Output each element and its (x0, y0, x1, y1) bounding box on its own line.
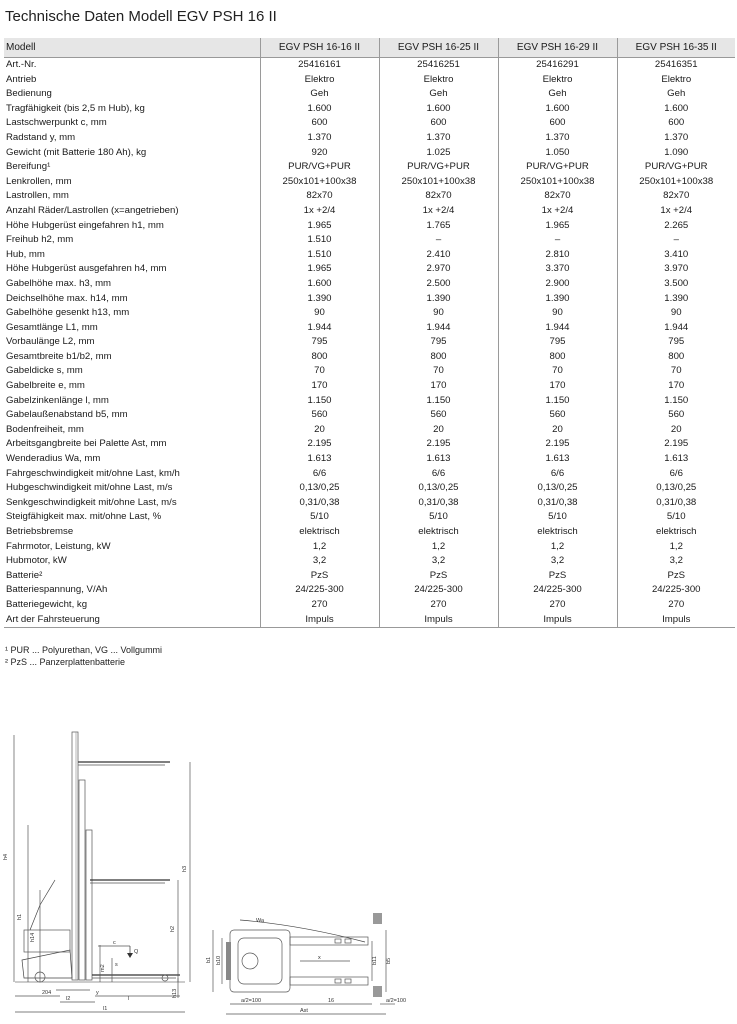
table-cell: 600 (617, 116, 735, 131)
row-label: Senkgeschwindigkeit mit/ohne Last, m/s (6, 496, 177, 508)
table-cell: 1.613 (260, 452, 379, 467)
dim-label-l2: l2 (66, 996, 71, 1002)
row-label: Art.-Nr. (6, 59, 37, 70)
column-header: EGV PSH 16-35 II (617, 38, 735, 58)
table-row (4, 496, 735, 511)
row-label: Lastschwerpunkt c, mm (6, 117, 107, 129)
table-cell: 70 (617, 364, 735, 379)
row-label: Freihub h2, mm (6, 234, 74, 246)
row-label: Batteriegewicht, kg (6, 598, 88, 610)
table-cell: 0,13/0,25 (498, 481, 617, 496)
table-cell: 270 (260, 598, 379, 613)
row-label: Gabelhöhe max. h3, mm (6, 277, 112, 289)
table-row (4, 364, 735, 379)
table-row (4, 554, 735, 569)
table-cell: PUR/VG+PUR (617, 160, 735, 175)
row-label: Steigfähigkeit max. mit/ohne Last, % (6, 511, 162, 523)
table-cell: Impuls (379, 613, 498, 628)
table-cell: 25416291 (498, 58, 617, 73)
table-cell: 0,13/0,25 (379, 481, 498, 496)
dim-label-h3: h3 (182, 865, 188, 872)
table-cell: 1.370 (617, 131, 735, 146)
table-cell: 1x +2/4 (260, 204, 379, 219)
table-cell: elektrisch (617, 525, 735, 540)
table-cell: 20 (379, 423, 498, 438)
dim-label-b11: b11 (372, 956, 378, 965)
dim-label-h4: h4 (3, 853, 9, 860)
table-cell: 2.970 (379, 262, 498, 277)
table-cell: 24/225-300 (260, 583, 379, 598)
row-label: Gabelaußenabstand b5, mm (6, 409, 128, 421)
table-cell: 3,2 (260, 554, 379, 569)
table-cell: 3.500 (617, 277, 735, 292)
table-cell: 3,2 (379, 554, 498, 569)
table-cell: Elektro (498, 73, 617, 88)
row-label: Bodenfreiheit, mm (6, 423, 84, 435)
table-cell: 6/6 (498, 467, 617, 482)
dim-label-m2: m2 (100, 964, 106, 972)
table-cell: 5/10 (379, 510, 498, 525)
table-cell: 20 (617, 423, 735, 438)
table-cell: Impuls (498, 613, 617, 628)
table-cell: 6/6 (379, 467, 498, 482)
table-cell: 0,31/0,38 (498, 496, 617, 511)
row-label: Antrieb (6, 73, 37, 85)
row-label: Höhe Hubgerüst eingefahren h1, mm (6, 219, 164, 231)
table-cell: – (617, 233, 735, 248)
table-cell: 2.195 (379, 437, 498, 452)
table-cell: 70 (260, 364, 379, 379)
table-row (4, 131, 735, 146)
table-cell: 82x70 (260, 189, 379, 204)
row-label: Tragfähigkeit (bis 2,5 m Hub), kg (6, 102, 145, 114)
table-cell: 170 (379, 379, 498, 394)
table-cell: PzS (260, 569, 379, 584)
table-cell: elektrisch (260, 525, 379, 540)
table-cell: 5/10 (617, 510, 735, 525)
table-cell: 795 (379, 335, 498, 350)
table-cell: 2.500 (379, 277, 498, 292)
table-row (4, 613, 735, 628)
table-cell: 0,13/0,25 (617, 481, 735, 496)
table-cell: 1.390 (260, 292, 379, 307)
table-cell: 800 (617, 350, 735, 365)
table-cell: 24/225-300 (379, 583, 498, 598)
table-row (4, 321, 735, 336)
dim-label-a2-left: a/2=100 (241, 998, 262, 1004)
table-row (4, 379, 735, 394)
row-label: Batteriespannung, V/Ah (6, 584, 108, 596)
row-label: Fahrgeschwindigkeit mit/ohne Last, km/h (6, 467, 180, 479)
page-title: Technische Daten Modell EGV PSH 16 II (5, 8, 277, 25)
dim-label-y: y (96, 990, 99, 996)
table-cell: 250x101+100x38 (498, 175, 617, 190)
table-cell: 170 (498, 379, 617, 394)
table-cell: 20 (260, 423, 379, 438)
table-row (4, 437, 735, 452)
column-header: Modell (4, 38, 260, 58)
row-label: Gabelzinkenlänge l, mm (6, 394, 109, 406)
table-cell: 1.965 (260, 262, 379, 277)
spec-table (4, 38, 735, 628)
table-cell: PzS (379, 569, 498, 584)
table-cell: 2.900 (498, 277, 617, 292)
row-label: Deichselhöhe max. h14, mm (6, 292, 128, 304)
table-row (4, 350, 735, 365)
table-cell: 560 (260, 408, 379, 423)
table-cell: 1.390 (617, 292, 735, 307)
row-label: Hubgeschwindigkeit mit/ohne Last, m/s (6, 482, 173, 494)
table-header-row (4, 38, 735, 58)
table-row (4, 423, 735, 438)
table-cell: 25416251 (379, 58, 498, 73)
row-label: Wenderadius Wa, mm (6, 453, 101, 465)
table-cell: PzS (498, 569, 617, 584)
table-row (4, 87, 735, 102)
table-cell: Impuls (260, 613, 379, 628)
table-cell: 2.195 (498, 437, 617, 452)
table-cell: 2.195 (617, 437, 735, 452)
table-cell: elektrisch (379, 525, 498, 540)
dim-label-l: l (128, 996, 130, 1002)
column-header: EGV PSH 16-25 II (379, 38, 498, 58)
dim-label-b10: b10 (216, 955, 222, 965)
table-cell: 600 (498, 116, 617, 131)
table-cell: elektrisch (498, 525, 617, 540)
table-row (4, 102, 735, 117)
table-cell: 250x101+100x38 (379, 175, 498, 190)
dim-label-h13: h13 (172, 988, 178, 998)
table-cell: 1.600 (379, 102, 498, 117)
table-row (4, 306, 735, 321)
dim-label-h1: h1 (17, 913, 23, 920)
row-label: Bedienung (6, 88, 52, 100)
table-cell: 250x101+100x38 (617, 175, 735, 190)
table-cell: 170 (260, 379, 379, 394)
table-row (4, 540, 735, 555)
table-row (4, 204, 735, 219)
table-cell: 1.965 (498, 219, 617, 234)
dim-label-wa: Wa (256, 918, 265, 924)
footnote: ² PzS ... Panzerplattenbatterie (5, 657, 126, 667)
table-row (4, 116, 735, 131)
table-cell: 1.150 (498, 394, 617, 409)
table-row (4, 394, 735, 409)
row-label: Lenkrollen, mm (6, 175, 72, 187)
table-cell: 270 (379, 598, 498, 613)
row-label: Gewicht (mit Batterie 180 Ah), kg (6, 146, 147, 158)
table-cell: 1x +2/4 (617, 204, 735, 219)
table-cell: 3.370 (498, 262, 617, 277)
table-cell: 1,2 (617, 540, 735, 555)
table-cell: 1.613 (498, 452, 617, 467)
row-label: Gabelbreite e, mm (6, 380, 85, 392)
table-cell: 5/10 (498, 510, 617, 525)
row-label: Art der Fahrsteuerung (4, 613, 260, 628)
table-cell: 1.150 (617, 394, 735, 409)
table-cell: Elektro (260, 73, 379, 88)
table-row (4, 160, 735, 175)
row-label: Batterie² (6, 569, 43, 581)
table-row (4, 510, 735, 525)
table-cell: 82x70 (498, 189, 617, 204)
table-row (4, 58, 735, 73)
table-cell: 1.370 (379, 131, 498, 146)
table-cell: 1.600 (260, 277, 379, 292)
table-row (4, 175, 735, 190)
table-row (4, 292, 735, 307)
row-label: Bereifung¹ (6, 161, 51, 173)
table-row (4, 146, 735, 161)
table-cell: 20 (498, 423, 617, 438)
table-row (4, 219, 735, 234)
dim-label-c: c (113, 940, 116, 946)
table-cell: 795 (498, 335, 617, 350)
table-cell: 1,2 (379, 540, 498, 555)
table-cell: 1.510 (260, 233, 379, 248)
table-cell: Geh (379, 87, 498, 102)
dim-label-l1: l1 (103, 1006, 108, 1012)
table-row (4, 335, 735, 350)
table-cell: 1.600 (260, 102, 379, 117)
table-cell: 1.944 (260, 321, 379, 336)
table-cell: 70 (498, 364, 617, 379)
table-cell: 2.810 (498, 248, 617, 263)
table-cell: 1.965 (260, 219, 379, 234)
table-cell: 800 (260, 350, 379, 365)
table-cell: 70 (379, 364, 498, 379)
table-cell: 82x70 (617, 189, 735, 204)
table-cell: 6/6 (617, 467, 735, 482)
dim-label-16: 16 (328, 998, 335, 1004)
table-cell: 90 (498, 306, 617, 321)
table-cell: 1.150 (379, 394, 498, 409)
table-cell: 3.410 (617, 248, 735, 263)
table-cell: 600 (260, 116, 379, 131)
table-cell: 270 (498, 598, 617, 613)
technical-drawings (0, 720, 737, 1024)
table-cell: 90 (260, 306, 379, 321)
dim-label-204: 204 (42, 990, 52, 996)
table-row (4, 569, 735, 584)
dim-label-s: s (115, 962, 118, 968)
row-label: Fahrmotor, Leistung, kW (6, 540, 111, 552)
table-row (4, 262, 735, 277)
row-label: Gabeldicke s, mm (6, 365, 83, 377)
table-cell: PzS (617, 569, 735, 584)
table-cell: 250x101+100x38 (260, 175, 379, 190)
table-row (4, 452, 735, 467)
table-cell: 1,2 (260, 540, 379, 555)
dim-label-x: x (318, 955, 321, 961)
table-cell: 1.600 (498, 102, 617, 117)
table-cell: 560 (498, 408, 617, 423)
table-cell: 1.370 (260, 131, 379, 146)
table-cell: 25416161 (260, 58, 379, 73)
table-cell: 800 (379, 350, 498, 365)
row-label: Anzahl Räder/Lastrollen (x=angetrieben) (6, 204, 179, 216)
footnote: ¹ PUR ... Polyurethan, VG ... Vollgummi (5, 645, 163, 655)
table-cell: 170 (617, 379, 735, 394)
table-cell: Geh (498, 87, 617, 102)
table-row (4, 467, 735, 482)
table-cell: 0,13/0,25 (260, 481, 379, 496)
table-row (4, 481, 735, 496)
table-row (4, 583, 735, 598)
table-cell: 3.970 (617, 262, 735, 277)
table-cell: 24/225-300 (617, 583, 735, 598)
row-label: Gesamtbreite b1/b2, mm (6, 350, 112, 362)
row-label: Höhe Hubgerüst ausgefahren h4, mm (6, 263, 167, 275)
table-cell: 795 (617, 335, 735, 350)
table-cell: 920 (260, 146, 379, 161)
table-row (4, 525, 735, 540)
table-cell: 90 (379, 306, 498, 321)
table-row (4, 73, 735, 88)
table-cell: 1.944 (379, 321, 498, 336)
table-cell: 3,2 (617, 554, 735, 569)
table-cell: 1,2 (498, 540, 617, 555)
row-label: Hubmotor, kW (6, 555, 67, 567)
table-cell: 2.195 (260, 437, 379, 452)
dim-label-h14: h14 (30, 932, 36, 942)
table-cell: – (379, 233, 498, 248)
table-cell: 1.050 (498, 146, 617, 161)
table-cell: 25416351 (617, 58, 735, 73)
table-cell: PUR/VG+PUR (379, 160, 498, 175)
table-cell: 1.150 (260, 394, 379, 409)
table-cell: 1.944 (617, 321, 735, 336)
row-label: Gesamtlänge L1, mm (6, 321, 98, 333)
table-cell: 6/6 (260, 467, 379, 482)
table-cell: Elektro (379, 73, 498, 88)
row-label: Gabelhöhe gesenkt h13, mm (6, 307, 130, 319)
column-header: EGV PSH 16-16 II (260, 38, 379, 58)
table-cell: 560 (617, 408, 735, 423)
table-cell: 0,31/0,38 (260, 496, 379, 511)
table-cell: 1.510 (260, 248, 379, 263)
table-row (4, 277, 735, 292)
row-label: Hub, mm (6, 248, 45, 260)
table-cell: 1.025 (379, 146, 498, 161)
row-label: Betriebsbremse (6, 526, 74, 537)
table-cell: 0,31/0,38 (617, 496, 735, 511)
dim-label-h2: h2 (170, 925, 176, 932)
row-label: Radstand y, mm (6, 131, 76, 143)
table-cell: PUR/VG+PUR (260, 160, 379, 175)
row-label: Vorbaulänge L2, mm (6, 336, 95, 348)
table-row (4, 598, 735, 613)
table-cell: 1.613 (617, 452, 735, 467)
table-cell: 1.370 (498, 131, 617, 146)
table-cell: Elektro (617, 73, 735, 88)
dim-label-b5: b5 (386, 957, 392, 964)
dim-label-b1: b1 (206, 956, 212, 963)
table-row (4, 189, 735, 204)
side-view-drawing (3, 732, 190, 1012)
table-cell: 1.944 (498, 321, 617, 336)
table-cell: – (498, 233, 617, 248)
table-cell: 3,2 (498, 554, 617, 569)
table-cell: 1.613 (379, 452, 498, 467)
table-cell: 2.410 (379, 248, 498, 263)
table-cell: PUR/VG+PUR (498, 160, 617, 175)
table-cell: 1.390 (498, 292, 617, 307)
table-cell: 90 (617, 306, 735, 321)
spec-table-body (4, 58, 735, 628)
table-cell: 2.265 (617, 219, 735, 234)
table-cell: 270 (617, 598, 735, 613)
table-cell: Impuls (617, 613, 735, 628)
table-cell: 795 (260, 335, 379, 350)
table-cell: Geh (260, 87, 379, 102)
table-cell: 1x +2/4 (379, 204, 498, 219)
row-label: Arbeitsgangbreite bei Palette Ast, mm (6, 438, 167, 450)
top-view-drawing (206, 913, 406, 1014)
table-cell: 5/10 (260, 510, 379, 525)
table-cell: 600 (379, 116, 498, 131)
table-row (4, 248, 735, 263)
table-cell: 800 (498, 350, 617, 365)
row-label: Lastrollen, mm (6, 190, 69, 202)
table-cell: 24/225-300 (498, 583, 617, 598)
dim-label-ast: Ast (300, 1008, 308, 1014)
table-cell: 1.090 (617, 146, 735, 161)
table-cell: 560 (379, 408, 498, 423)
table-cell: 0,31/0,38 (379, 496, 498, 511)
table-row (4, 408, 735, 423)
dim-label-q: Q (134, 949, 139, 955)
table-cell: 1.390 (379, 292, 498, 307)
table-cell: Geh (617, 87, 735, 102)
table-cell: 1.765 (379, 219, 498, 234)
dim-label-a2-right: a/2=100 (386, 998, 407, 1004)
table-row (4, 233, 735, 248)
table-cell: 82x70 (379, 189, 498, 204)
table-cell: 1.600 (617, 102, 735, 117)
table-cell: 1x +2/4 (498, 204, 617, 219)
column-header: EGV PSH 16-29 II (498, 38, 617, 58)
